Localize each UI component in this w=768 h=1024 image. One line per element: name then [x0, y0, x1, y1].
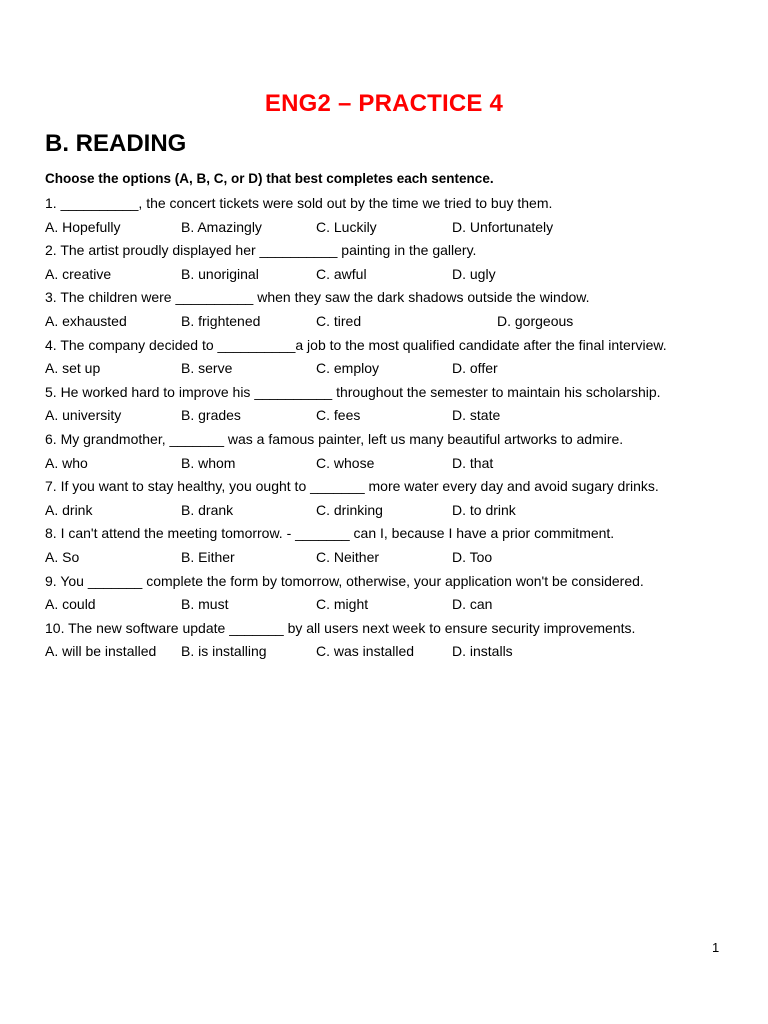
options-row — [45, 452, 735, 476]
option-d: D. ugly — [452, 265, 496, 282]
question-text: 8. I can't attend the meeting tomorrow. - _______ can I, because I have a prior commitment. — [45, 525, 615, 542]
option-a: A. drink — [45, 501, 93, 518]
options-row — [45, 546, 735, 570]
question-4 — [45, 334, 735, 381]
option-c: C. might — [316, 596, 369, 613]
option-a: A. university — [45, 407, 122, 424]
section-heading: B. READING — [45, 130, 187, 157]
option-c: C. tired — [316, 312, 362, 329]
option-b: B. drank — [181, 501, 234, 518]
option-a: A. So — [45, 548, 80, 565]
option-a: A. exhausted — [45, 312, 127, 329]
question-text: 6. My grandmother, _______ was a famous painter, left us many beautiful artworks to admire. — [45, 430, 624, 447]
question-3 — [45, 286, 735, 333]
option-d: D. that — [452, 454, 494, 471]
option-b: B. serve — [181, 360, 233, 377]
option-b: B. grades — [181, 407, 241, 424]
option-a: A. who — [45, 454, 88, 471]
options-row — [45, 640, 735, 664]
question-text: 5. He worked hard to improve his __________ throughout the semester to maintain his scholarship. — [45, 383, 661, 400]
question-5 — [45, 381, 735, 428]
question-text: 7. If you want to stay healthy, you ought to _______ more water every day and avoid sugary drinks. — [45, 478, 659, 495]
option-d: D. gorgeous — [497, 312, 574, 329]
page-number: 1 — [712, 940, 720, 955]
options-row — [45, 593, 735, 617]
question-text: 1. __________, the concert tickets were sold out by the time we tried to buy them. — [45, 195, 553, 211]
options-row — [45, 404, 735, 428]
options-row — [45, 263, 735, 287]
option-a: A. will be installed — [45, 643, 157, 660]
option-b: B. Either — [181, 548, 235, 565]
question-7 — [45, 475, 735, 522]
option-b: B. unoriginal — [181, 265, 259, 282]
question-8 — [45, 522, 735, 569]
option-c: C. fees — [316, 407, 361, 424]
option-d: D. offer — [452, 360, 498, 377]
option-c: C. drinking — [316, 501, 383, 518]
option-b: B. is installing — [181, 643, 267, 660]
option-d: D. state — [452, 407, 501, 424]
options-row — [45, 216, 735, 240]
question-10 — [45, 617, 735, 664]
question-text: 4. The company decided to __________a job to the most qualified candidate after the final interview. — [45, 336, 667, 353]
option-c: C. employ — [316, 360, 380, 377]
options-row — [45, 357, 735, 381]
option-b: B. Amazingly — [181, 218, 262, 235]
option-b: B. whom — [181, 454, 236, 471]
question-text: 9. You _______ complete the form by tomorrow, otherwise, your application won't be considered. — [45, 572, 644, 589]
question-9 — [45, 570, 735, 617]
option-d: D. Too — [452, 548, 493, 565]
option-b: B. frightened — [181, 312, 261, 329]
option-b: B. must — [181, 596, 229, 613]
option-c: C. was installed — [316, 643, 415, 660]
option-d: D. can — [452, 596, 493, 613]
question-text: 10. The new software update _______ by all users next week to ensure security improvements. — [45, 619, 636, 636]
question-6 — [45, 428, 735, 475]
option-c: C. Neither — [316, 548, 380, 565]
question-list — [45, 192, 735, 664]
option-a: A. Hopefully — [45, 218, 121, 235]
option-d: D. Unfortunately — [452, 218, 554, 235]
page-title: ENG2 – PRACTICE 4 — [264, 90, 504, 117]
question-1 — [45, 192, 735, 239]
option-c: C. awful — [316, 265, 367, 282]
options-row — [45, 310, 735, 334]
instruction-text: Choose the options (A, B, C, or D) that best completes each sentence. — [45, 171, 494, 186]
option-d: D. to drink — [452, 501, 516, 518]
option-a: A. set up — [45, 360, 101, 377]
question-text: 3. The children were __________ when they saw the dark shadows outside the window. — [45, 289, 590, 306]
option-a: A. could — [45, 596, 96, 613]
option-d: D. installs — [452, 643, 513, 660]
option-a: A. creative — [45, 265, 112, 282]
options-row — [45, 499, 735, 523]
question-2 — [45, 239, 735, 286]
option-c: C. Luckily — [316, 218, 377, 235]
option-c: C. whose — [316, 454, 375, 471]
question-text: 2. The artist proudly displayed her __________ painting in the gallery. — [45, 242, 477, 259]
